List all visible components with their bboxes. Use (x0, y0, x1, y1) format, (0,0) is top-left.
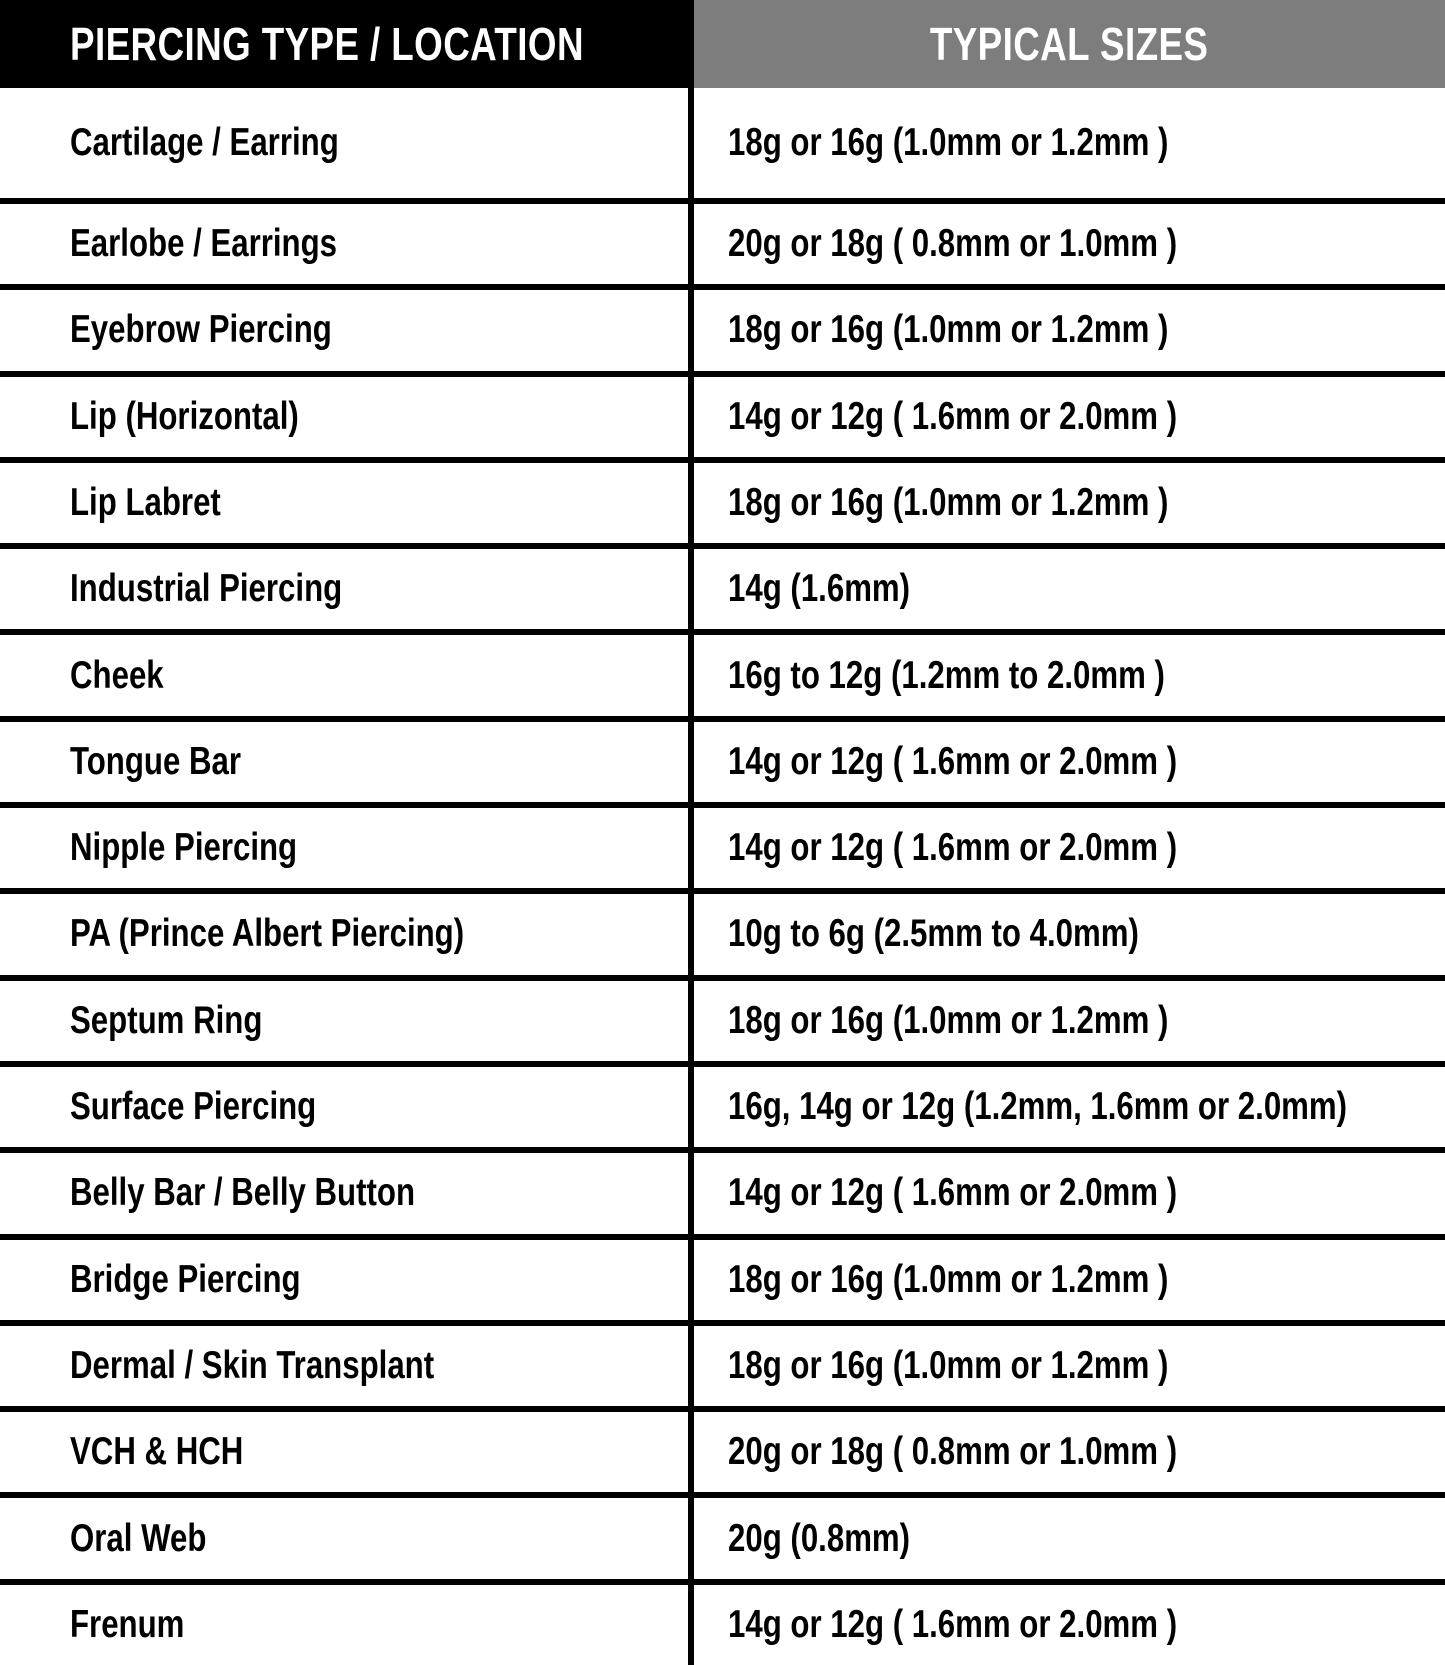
table-row (0, 802, 1445, 888)
typical-size-cell (694, 463, 1445, 543)
typical-size-value: 14g or 12g ( 1.6mm or 2.0mm ) (728, 826, 1178, 870)
header-piercing-type (0, 0, 694, 88)
typical-size-value: 14g or 12g ( 1.6mm or 2.0mm ) (728, 394, 1178, 438)
piercing-type-cell (0, 204, 694, 284)
table-row (0, 457, 1445, 543)
typical-size-cell (694, 981, 1445, 1061)
typical-size-cell (694, 377, 1445, 457)
typical-size-value: 18g or 16g (1.0mm or 1.2mm ) (728, 308, 1169, 352)
header-piercing-type-label: PIERCING TYPE / LOCATION (70, 18, 584, 70)
typical-size-cell (694, 1153, 1445, 1233)
table-row (0, 1147, 1445, 1233)
piercing-type-cell (0, 1412, 694, 1492)
piercing-type-cell (0, 981, 694, 1061)
table-row (0, 716, 1445, 802)
typical-size-value: 20g or 18g ( 0.8mm or 1.0mm ) (728, 1430, 1178, 1474)
table-row (0, 1406, 1445, 1492)
piercing-type-label: Septum Ring (70, 998, 263, 1042)
piercing-type-cell (0, 1153, 694, 1233)
table-row (0, 1320, 1445, 1406)
piercing-type-cell (0, 1585, 694, 1665)
table-row (0, 198, 1445, 284)
table-row (0, 88, 1445, 198)
typical-size-cell (694, 808, 1445, 888)
table-header-row (0, 0, 1445, 88)
table-row (0, 284, 1445, 370)
typical-size-cell (694, 722, 1445, 802)
piercing-type-label: Industrial Piercing (70, 567, 343, 611)
typical-size-value: 10g to 6g (2.5mm to 4.0mm) (728, 912, 1139, 956)
piercing-type-cell (0, 1326, 694, 1406)
typical-size-value: 18g or 16g (1.0mm or 1.2mm ) (728, 1257, 1169, 1301)
typical-size-cell (694, 1498, 1445, 1578)
piercing-type-label: Bridge Piercing (70, 1257, 301, 1301)
piercing-type-label: Belly Bar / Belly Button (70, 1171, 415, 1215)
piercing-type-label: Cheek (70, 653, 164, 697)
piercing-type-cell (0, 808, 694, 888)
typical-size-cell (694, 1067, 1445, 1147)
table-row (0, 629, 1445, 715)
table-row (0, 543, 1445, 629)
table-row (0, 975, 1445, 1061)
typical-size-value: 16g, 14g or 12g (1.2mm, 1.6mm or 2.0mm) (728, 1085, 1348, 1129)
typical-size-value: 16g to 12g (1.2mm to 2.0mm ) (728, 653, 1165, 697)
piercing-type-label: Tongue Bar (70, 739, 242, 783)
typical-size-value: 14g or 12g ( 1.6mm or 2.0mm ) (728, 739, 1178, 783)
typical-size-value: 14g (1.6mm) (728, 567, 911, 611)
typical-size-cell (694, 1585, 1445, 1665)
piercing-type-cell (0, 1240, 694, 1320)
typical-size-value: 18g or 16g (1.0mm or 1.2mm ) (728, 121, 1169, 164)
typical-size-value: 14g or 12g ( 1.6mm or 2.0mm ) (728, 1171, 1178, 1215)
typical-size-cell (694, 88, 1445, 198)
piercing-type-label: Oral Web (70, 1516, 207, 1560)
header-typical-sizes (694, 0, 1445, 88)
typical-size-cell (694, 290, 1445, 370)
piercing-type-label: VCH & HCH (70, 1430, 244, 1474)
typical-size-cell (694, 549, 1445, 629)
piercing-type-cell (0, 377, 694, 457)
piercing-type-label: PA (Prince Albert Piercing) (70, 912, 465, 956)
table-row (0, 1061, 1445, 1147)
piercing-type-label: Dermal / Skin Transplant (70, 1343, 435, 1387)
piercing-type-cell (0, 635, 694, 715)
piercing-type-label: Surface Piercing (70, 1085, 317, 1129)
typical-size-cell (694, 1240, 1445, 1320)
table-row (0, 371, 1445, 457)
piercing-type-cell (0, 88, 694, 198)
header-typical-sizes-label: TYPICAL SIZES (930, 18, 1209, 70)
piercing-type-cell (0, 463, 694, 543)
piercing-type-cell (0, 722, 694, 802)
piercing-type-cell (0, 894, 694, 974)
typical-size-cell (694, 204, 1445, 284)
piercing-type-label: Nipple Piercing (70, 826, 298, 870)
piercing-type-label: Cartilage / Earring (70, 121, 339, 164)
typical-size-cell (694, 894, 1445, 974)
typical-size-value: 18g or 16g (1.0mm or 1.2mm ) (728, 998, 1169, 1042)
typical-size-cell (694, 1412, 1445, 1492)
typical-size-cell (694, 1326, 1445, 1406)
piercing-type-cell (0, 549, 694, 629)
table-row (0, 1579, 1445, 1665)
piercing-type-cell (0, 1498, 694, 1578)
piercing-type-cell (0, 290, 694, 370)
piercing-type-label: Eyebrow Piercing (70, 308, 332, 352)
table-row (0, 1492, 1445, 1578)
piercing-type-label: Earlobe / Earrings (70, 222, 338, 266)
piercing-type-cell (0, 1067, 694, 1147)
typical-size-value: 20g or 18g ( 0.8mm or 1.0mm ) (728, 222, 1178, 266)
piercing-type-label: Frenum (70, 1602, 185, 1646)
typical-size-value: 14g or 12g ( 1.6mm or 2.0mm ) (728, 1602, 1178, 1646)
piercing-type-label: Lip Labret (70, 481, 221, 525)
table-row (0, 1234, 1445, 1320)
typical-size-value: 18g or 16g (1.0mm or 1.2mm ) (728, 1343, 1169, 1387)
typical-size-value: 20g (0.8mm) (728, 1516, 911, 1560)
piercing-type-label: Lip (Horizontal) (70, 394, 299, 438)
typical-size-cell (694, 635, 1445, 715)
table-row (0, 888, 1445, 974)
typical-size-value: 18g or 16g (1.0mm or 1.2mm ) (728, 481, 1169, 525)
